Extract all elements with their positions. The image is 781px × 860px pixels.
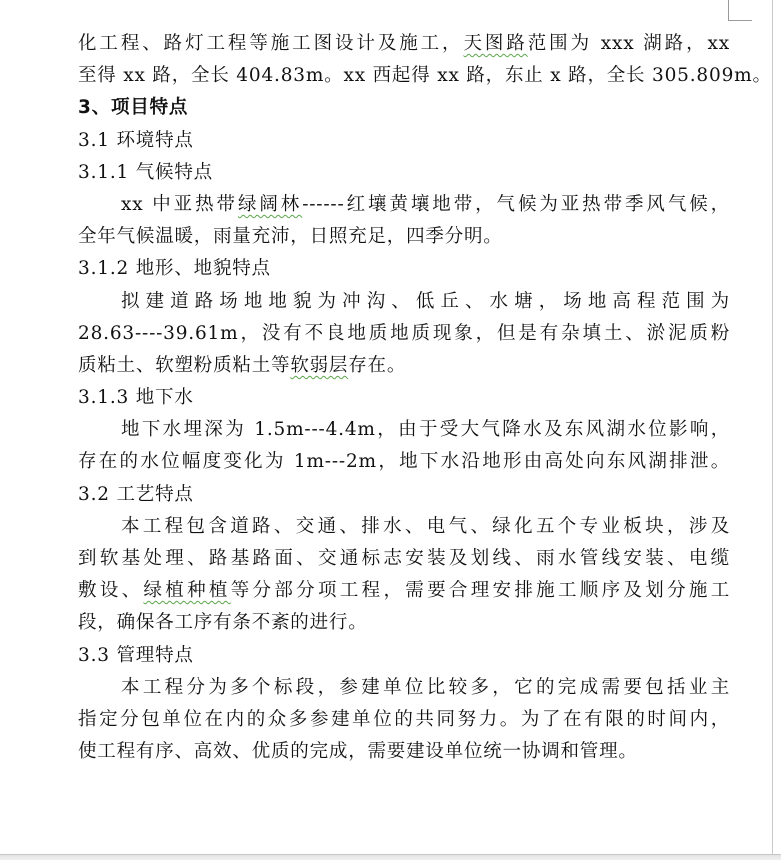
text-run: 存在。 bbox=[348, 354, 407, 376]
text-run: 3.1.2 地形、地貌特点 bbox=[78, 258, 271, 280]
text-run: 化工程、路灯工程等施工图设计及施工， bbox=[78, 33, 464, 54]
text-run: 存在的水位幅度变化为 1m---2m，地下水沿地形由高处向东风湖排泄。 bbox=[78, 451, 730, 473]
subsection-heading bbox=[78, 157, 730, 189]
page-corner-mark bbox=[728, 0, 729, 20]
paragraph-line bbox=[78, 511, 730, 543]
paragraph-line bbox=[78, 414, 730, 446]
text-run: 质粘土、软塑粉质粘土等 bbox=[78, 354, 291, 376]
text-run: 到软基处理、路基路面、交通标志安装及划线、雨水管线安装、电缆 bbox=[78, 548, 730, 569]
paragraph-line bbox=[78, 28, 730, 60]
text-run: 范围为 xxx 湖路，xx bbox=[527, 33, 730, 54]
paragraph-line bbox=[78, 446, 730, 478]
section-heading bbox=[78, 92, 730, 124]
text-run: 拟建道路场地地貌为冲沟、低丘、水塘，场地高程范围为 bbox=[121, 290, 730, 312]
text-run: 等分部分项工程，需要合理安排施工顺序及划分施工 bbox=[230, 580, 731, 602]
text-run: ------红壤黄壤地带，气候为亚热带季风气候， bbox=[302, 193, 730, 215]
paragraph-line bbox=[78, 286, 730, 318]
paragraph-line bbox=[78, 350, 730, 382]
subsection-heading bbox=[78, 479, 730, 511]
text-run: 28.63----39.61m，没有不良地质地质现象，但是有杂填土、淤泥质粉 bbox=[78, 322, 730, 344]
subsection-heading bbox=[78, 125, 730, 157]
page-break bbox=[0, 854, 781, 860]
spellcheck-flagged-text: 绿植种植 bbox=[143, 580, 231, 602]
text-run: 3.1.3 地下水 bbox=[78, 387, 194, 409]
spellcheck-flagged-text: 绿阔林 bbox=[237, 193, 303, 215]
subsection-heading bbox=[78, 640, 730, 672]
paragraph-line bbox=[78, 60, 772, 92]
paragraph-line bbox=[78, 575, 730, 607]
paragraph-line bbox=[78, 736, 730, 768]
page-corner-mark bbox=[728, 20, 752, 21]
paragraph-line bbox=[78, 318, 730, 350]
page-edge bbox=[772, 0, 773, 855]
text-run: 全年气候温暖，雨量充沛，日照充足，四季分明。 bbox=[78, 226, 503, 248]
subsection-heading bbox=[78, 253, 730, 285]
text-run: 3.3 管理特点 bbox=[78, 644, 194, 666]
document-body[interactable] bbox=[78, 28, 772, 768]
text-run: 使工程有序、高效、优质的完成，需要建设单位统一协调和管理。 bbox=[78, 741, 638, 763]
text-run: 3.1 环境特点 bbox=[78, 129, 194, 151]
text-run: 敷设、 bbox=[78, 580, 144, 602]
text-run: 至得 xx 路，全长 404.83m。xx 西起得 xx 路，东止 x 路，全长 305.809m。 bbox=[78, 65, 772, 87]
text-run: 段，确保各工序有条不紊的进行。 bbox=[78, 612, 368, 634]
subsection-heading bbox=[78, 382, 730, 414]
text-run: 本工程包含道路、交通、排水、电气、绿化五个专业板块，涉及 bbox=[121, 515, 730, 537]
paragraph-line bbox=[78, 543, 730, 575]
spellcheck-flagged-text: 软弱层 bbox=[290, 354, 349, 376]
text-run: 3.1.1 气候特点 bbox=[78, 161, 213, 183]
spellcheck-flagged-text: 天图路 bbox=[463, 33, 528, 54]
paragraph-line bbox=[78, 704, 730, 736]
text-run: 本工程分为多个标段，参建单位比较多，它的完成需要包括业主 bbox=[121, 676, 730, 698]
paragraph-line bbox=[78, 672, 730, 704]
paragraph-line bbox=[78, 189, 730, 221]
paragraph-line bbox=[78, 221, 730, 253]
text-run: 指定分包单位在内的众多参建单位的共同努力。为了在有限的时间内， bbox=[78, 708, 730, 730]
text-run: xx 中亚热带 bbox=[121, 193, 238, 215]
text-run: 地下水埋深为 1.5m---4.4m，由于受大气降水及东风湖水位影响， bbox=[121, 419, 730, 441]
text-run: 3.2 工艺特点 bbox=[78, 483, 194, 505]
text-run: 3、项目特点 bbox=[78, 97, 189, 119]
paragraph-line bbox=[78, 607, 730, 639]
